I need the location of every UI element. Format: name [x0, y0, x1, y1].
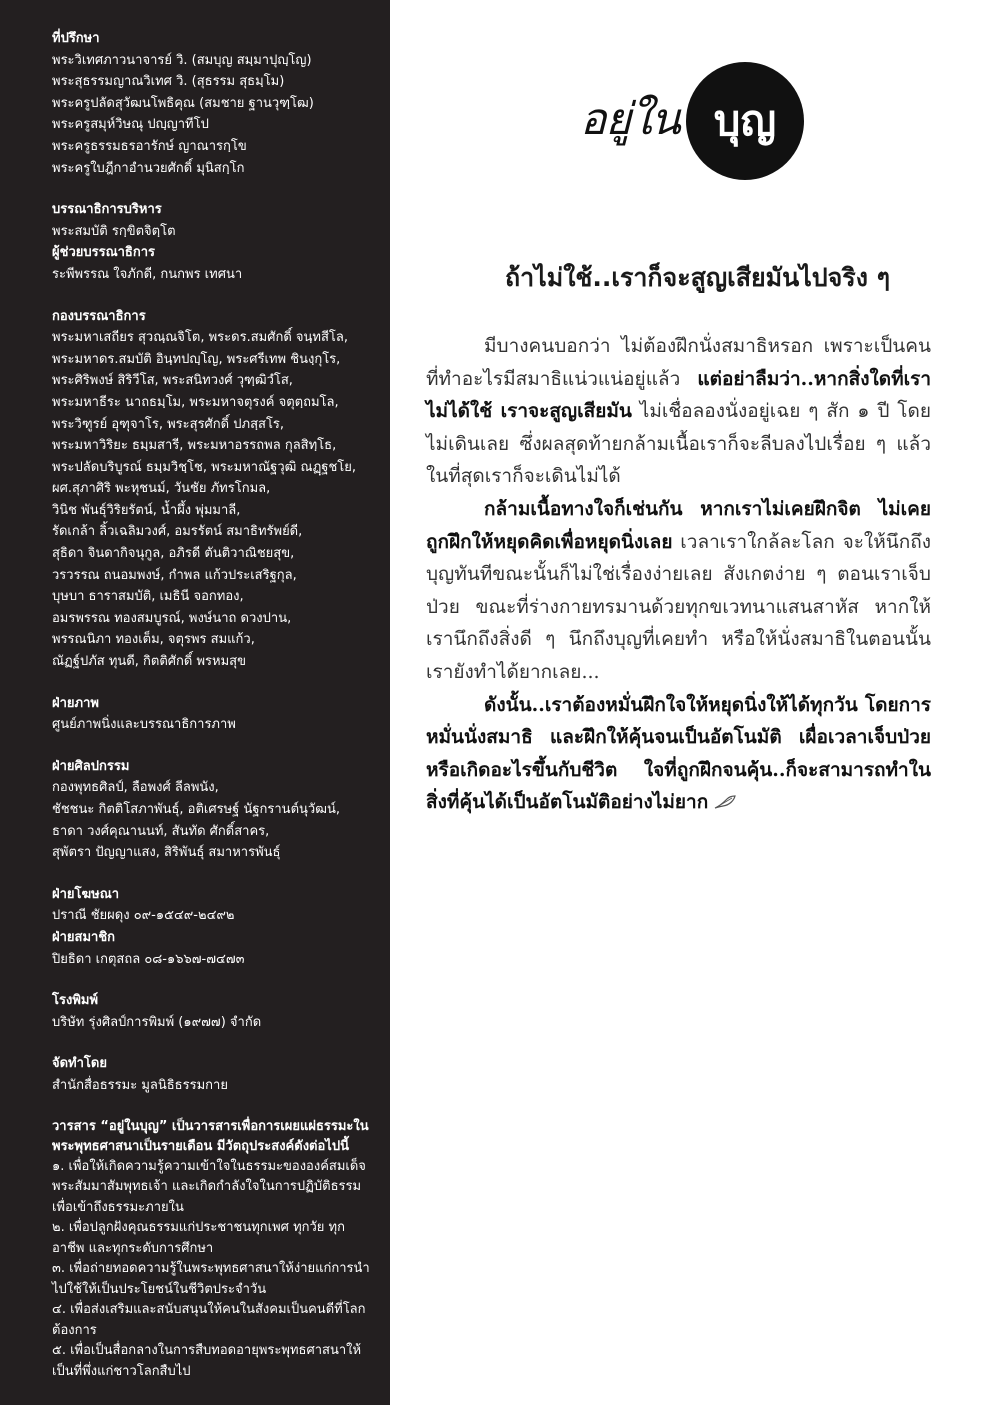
membership-section [52, 927, 370, 970]
editorial-board-line: พรรณนิภา ทองเต็ม, จตุรพร สมแก้ว, [52, 632, 255, 648]
advertising-line: ปราณี ชัยผดุง ๐๙-๑๕๔๙-๒๔๙๒ [52, 908, 235, 924]
editorial-board-line: วินิช พันธุ์วิริยรัตน์, น้ำผึ้ง พุ่มมาลี, [52, 502, 241, 518]
art-line: กองพุทธศิลป์, ลือพงศ์ ลีลพนัง, [52, 780, 219, 796]
advisors-heading: ที่ปรึกษา [52, 31, 100, 46]
article-paragraph-3 [426, 689, 931, 820]
logo-script-text: อยู่ใน [580, 94, 680, 145]
paragraph-run: ไม่เชื่อลองนั่งอยู่เฉย ๆ สัก ๑ ปี โดยไม่เดินเลย ซึ่งผลสุดท้ายกล้ามเนื้อเราก็จะลีบลงไปเรื่อย ๆ แล้วในที่สุดเราก็จะเดินไม่ได้ [426, 400, 931, 488]
objective-item: ๕. เพื่อเป็นสื่อกลางในการสืบทอดอายุพระพุทธศาสนาให้เป็นที่พึ่งแก่ชาวโลกสืบไป [52, 1343, 362, 1379]
publisher-heading: จัดทำโดย [52, 1056, 107, 1072]
photo-line: ศูนย์ภาพนิ่งและบรรณาธิการภาพ [52, 717, 236, 733]
article-body [426, 330, 931, 820]
paragraph-run: เวลาเราใกล้ละโลก จะให้นึกถึงบุญทันทีขณะนั้นก็ไม่ใช่เรื่องง่ายเลย สังเกตง่าย ๆ ตอนเราเจ็บป่วย ขณะที่ร่างกายทรมานด้วยทุกขเวทนาแสนสาหัส หากให้เรานึกถึงสิ่งดี ๆ นึกถึงบุญที่เคยทำ หรือให้นั่งสมาธิในตอนนั้น เรายังทำได้ยากเลย... [426, 530, 931, 683]
editorial-board-line: พระปลัดบริบูรณ์ ธมฺมวิชฺโช, พระมหาณัฐวุฒิ ณฏฺฐชโย, [52, 459, 357, 475]
paragraph-bold-run: ดังนั้น..เราต้องหมั่นฝึกใจให้หยุดนิ่งให้ได้ทุกวัน โดยการหมั่นนั่งสมาธิ และฝึกให้คุ้นจนเป็นอัตโนมัติ เผื่อเวลาเจ็บป่วยหรือเกิดอะไรขึ้นกับชีวิต ใจที่ถูกฝึกจนคุ้น..ก็จะสามารถทำในสิ่งที่คุ้นได้เป็นอัตโนมัติอย่างไม่ยาก [426, 693, 931, 814]
paragraph-run: มีบางคนบอกว่า ไม่ต้องฝึกนั่งสมาธิหรอก เพราะเป็นคนที่ทำอะไรมีสมาธิแน่วแน่อยู่แล้ว [426, 335, 931, 390]
assistant-editors-section [52, 242, 370, 285]
leaf-end-icon [714, 793, 736, 813]
editorial-board-line: อมรพรรณ ทองสมบูรณ์, พงษ์นาถ ดวงปาน, [52, 610, 292, 626]
paragraph-bold-run: กล้ามเนื้อทางใจก็เช่นกัน หากเราไม่เคยฝึกจิต ไม่เคยถูกฝึกให้หยุดคิดเพื่อหยุดนิ่งเลย [426, 497, 931, 553]
advisor-line: พระครูใบฎีกาอำนวยศักดิ์ มุนิสกฺโก [52, 160, 245, 176]
editorial-board-line: พระมหาเสถียร สุวณฺณจิโต, พระดร.สมศักดิ์ จนฺทสีโล, [52, 330, 348, 346]
editorial-board-line: รัดเกล้า ลิ้วเฉลิมวงศ์, อมรรัตน์ สมาธิทรัพย์ดี, [52, 524, 303, 540]
art-line: สุพัตรา ปัญญาแสง, สิริพันธุ์ สมาหารพันธุ์ [52, 845, 281, 861]
art-line: ธาดา วงศ์คุณานนท์, สันทัด ศักดิ์สาคร, [52, 823, 270, 839]
editorial-board-line: พระวิฑูรย์ อุฑุจาโร, พระสุรศักดิ์ ปภสฺสโร, [52, 416, 285, 432]
advisor-line: พระครูสมุห์วิษณุ ปญฺญาทีโป [52, 117, 209, 133]
article-paragraph-1 [426, 330, 931, 493]
membership-line: ปิยธิดา เกตุสถล ๐๘-๑๖๖๗-๗๔๗๓ [52, 951, 245, 967]
advisor-line: พระวิเทศภาวนาจารย์ วิ. (สมบุญ สมฺมาปุญฺโญ) [52, 52, 312, 68]
editorial-board-line: บุษบา ธาราสมบัติ, เมธินี จอกทอง, [52, 589, 244, 605]
editorial-board-line: สุธิดา จินดากิจนุกูล, อภิรดี ตันติวาณิชยสุข, [52, 546, 295, 562]
paragraph-bold-run: แต่อย่าลืมว่า..หากสิ่งใดที่เราไม่ได้ใช้ เราจะสูญเสียมัน [426, 367, 931, 423]
article-title: ถ้าไม่ใช้..เราก็จะสูญเสียมันไปจริง ๆ [505, 263, 891, 292]
objectives-heading: วารสาร “อยู่ในบุญ” เป็นวารสารเพื่อการเผยแผ่ธรรมะในพระพุทธศาสนาเป็นรายเดือน มีวัตถุประสงค์ดังต่อไปนี้ [52, 1118, 369, 1154]
printer-heading: โรงพิมพ์ [52, 993, 99, 1009]
art-line: ชัชชนะ กิตติโสภาพันธุ์, อติเศรษฐ์ นัฐกรานต์นุวัฒน์, [52, 802, 340, 817]
advisor-line: พระสุธรรมญาณวิเทศ วิ. (สุธรรม สุธมฺโม) [52, 74, 285, 90]
editorial-board-line: พระศิริพงษ์ สิริวีโส, พระสนิทวงศ์ วุฑฺฒิวํโส, [52, 373, 293, 389]
magazine-logo [580, 62, 820, 182]
advertising-section [52, 884, 370, 927]
art-section [52, 756, 370, 864]
assistant-editors-heading: ผู้ช่วยบรรณาธิการ [52, 245, 156, 261]
publisher-line: สำนักสื่อธรรมะ มูลนิธิธรรมกาย [52, 1077, 228, 1093]
objectives-section [52, 1117, 370, 1383]
editorial-board-line: พระมหาดร.สมบัติ อินฺทปญฺโญ, พระศรีเทพ ชินงฺกุโร, [52, 351, 341, 367]
objective-item: ๓. เพื่อถ่ายทอดความรู้ในพระพุทธศาสนาให้ง่ายแก่การนำไปใช้ให้เป็นประโยชน์ในชีวิตประจำวัน [52, 1261, 370, 1297]
publisher-section [52, 1053, 370, 1096]
editorial-board-heading: กองบรรณาธิการ [52, 308, 146, 324]
editorial-board-line: ผศ.สุภาศิริ พะหุชนม์, วันชัย ภัทรโกมล, [52, 481, 271, 497]
executive-editor-heading: บรรณาธิการบริหาร [52, 202, 162, 218]
advisor-line: พระครูธรรมธรอารักษ์ ญาณารกฺโข [52, 138, 247, 154]
editorial-board-section [52, 306, 370, 673]
photo-section [52, 693, 370, 736]
editorial-board-line: พระมหาวิริยะ ธมฺมสารี, พระมหาอรรถพล กุลสิทฺโธ, [52, 438, 337, 454]
editorial-board-line: พระมหาธีระ นาถธมฺโม, พระมหาจตุรงค์ จตุตฺถมโล, [52, 394, 339, 410]
objective-item: ๑. เพื่อให้เกิดความรู้ความเข้าใจในธรรมะขององค์สมเด็จพระสัมมาสัมพุทธเจ้า และเกิดกำลังใจในการปฏิบัติธรรมเพื่อเข้าถึงธรรมะภายใน [52, 1158, 366, 1215]
article-panel [390, 0, 1000, 1405]
printer-line: บริษัท รุ่งศิลป์การพิมพ์ (๑๙๗๗) จำกัด [52, 1014, 262, 1030]
article-paragraph-2 [426, 493, 931, 689]
advisor-line: พระครูปลัดสุวัฒนโพธิคุณ (สมชาย ฐานวุฑฺโฒ) [52, 95, 314, 111]
assistant-editors-line: ระพีพรรณ ใจภักดี, กนกพร เทศนา [52, 266, 243, 282]
editorial-board-line: วรวรรณ ถนอมพงษ์, กำพล แก้วประเสริฐกุล, [52, 567, 297, 583]
objective-item: ๒. เพื่อปลูกฝังคุณธรรมแก่ประชาชนทุกเพศ ทุกวัย ทุกอาชีพ และทุกระดับการศึกษา [52, 1220, 346, 1256]
art-heading: ฝ่ายศิลปกรรม [52, 758, 130, 774]
executive-editor-line: พระสมบัติ รกฺขิตจิตฺโต [52, 223, 176, 239]
photo-heading: ฝ่ายภาพ [52, 695, 99, 711]
membership-heading: ฝ่ายสมาชิก [52, 929, 116, 945]
logo-circle-text: บุญ [713, 96, 777, 145]
editorial-board-line: ณัฏฐ์ปภัส ทุนดี, กิตติศักดิ์ พรหมสุข [52, 654, 246, 670]
objective-item: ๔. เพื่อส่งเสริมและสนับสนุนให้คนในสังคมเป็นคนดีที่โลกต้องการ [52, 1302, 366, 1338]
executive-editor-section [52, 199, 370, 242]
advisors-section [52, 28, 370, 179]
logo-circle [686, 62, 804, 180]
advertising-heading: ฝ่ายโฆษณา [52, 886, 120, 902]
printer-section [52, 990, 370, 1033]
masthead-panel [0, 0, 390, 1405]
